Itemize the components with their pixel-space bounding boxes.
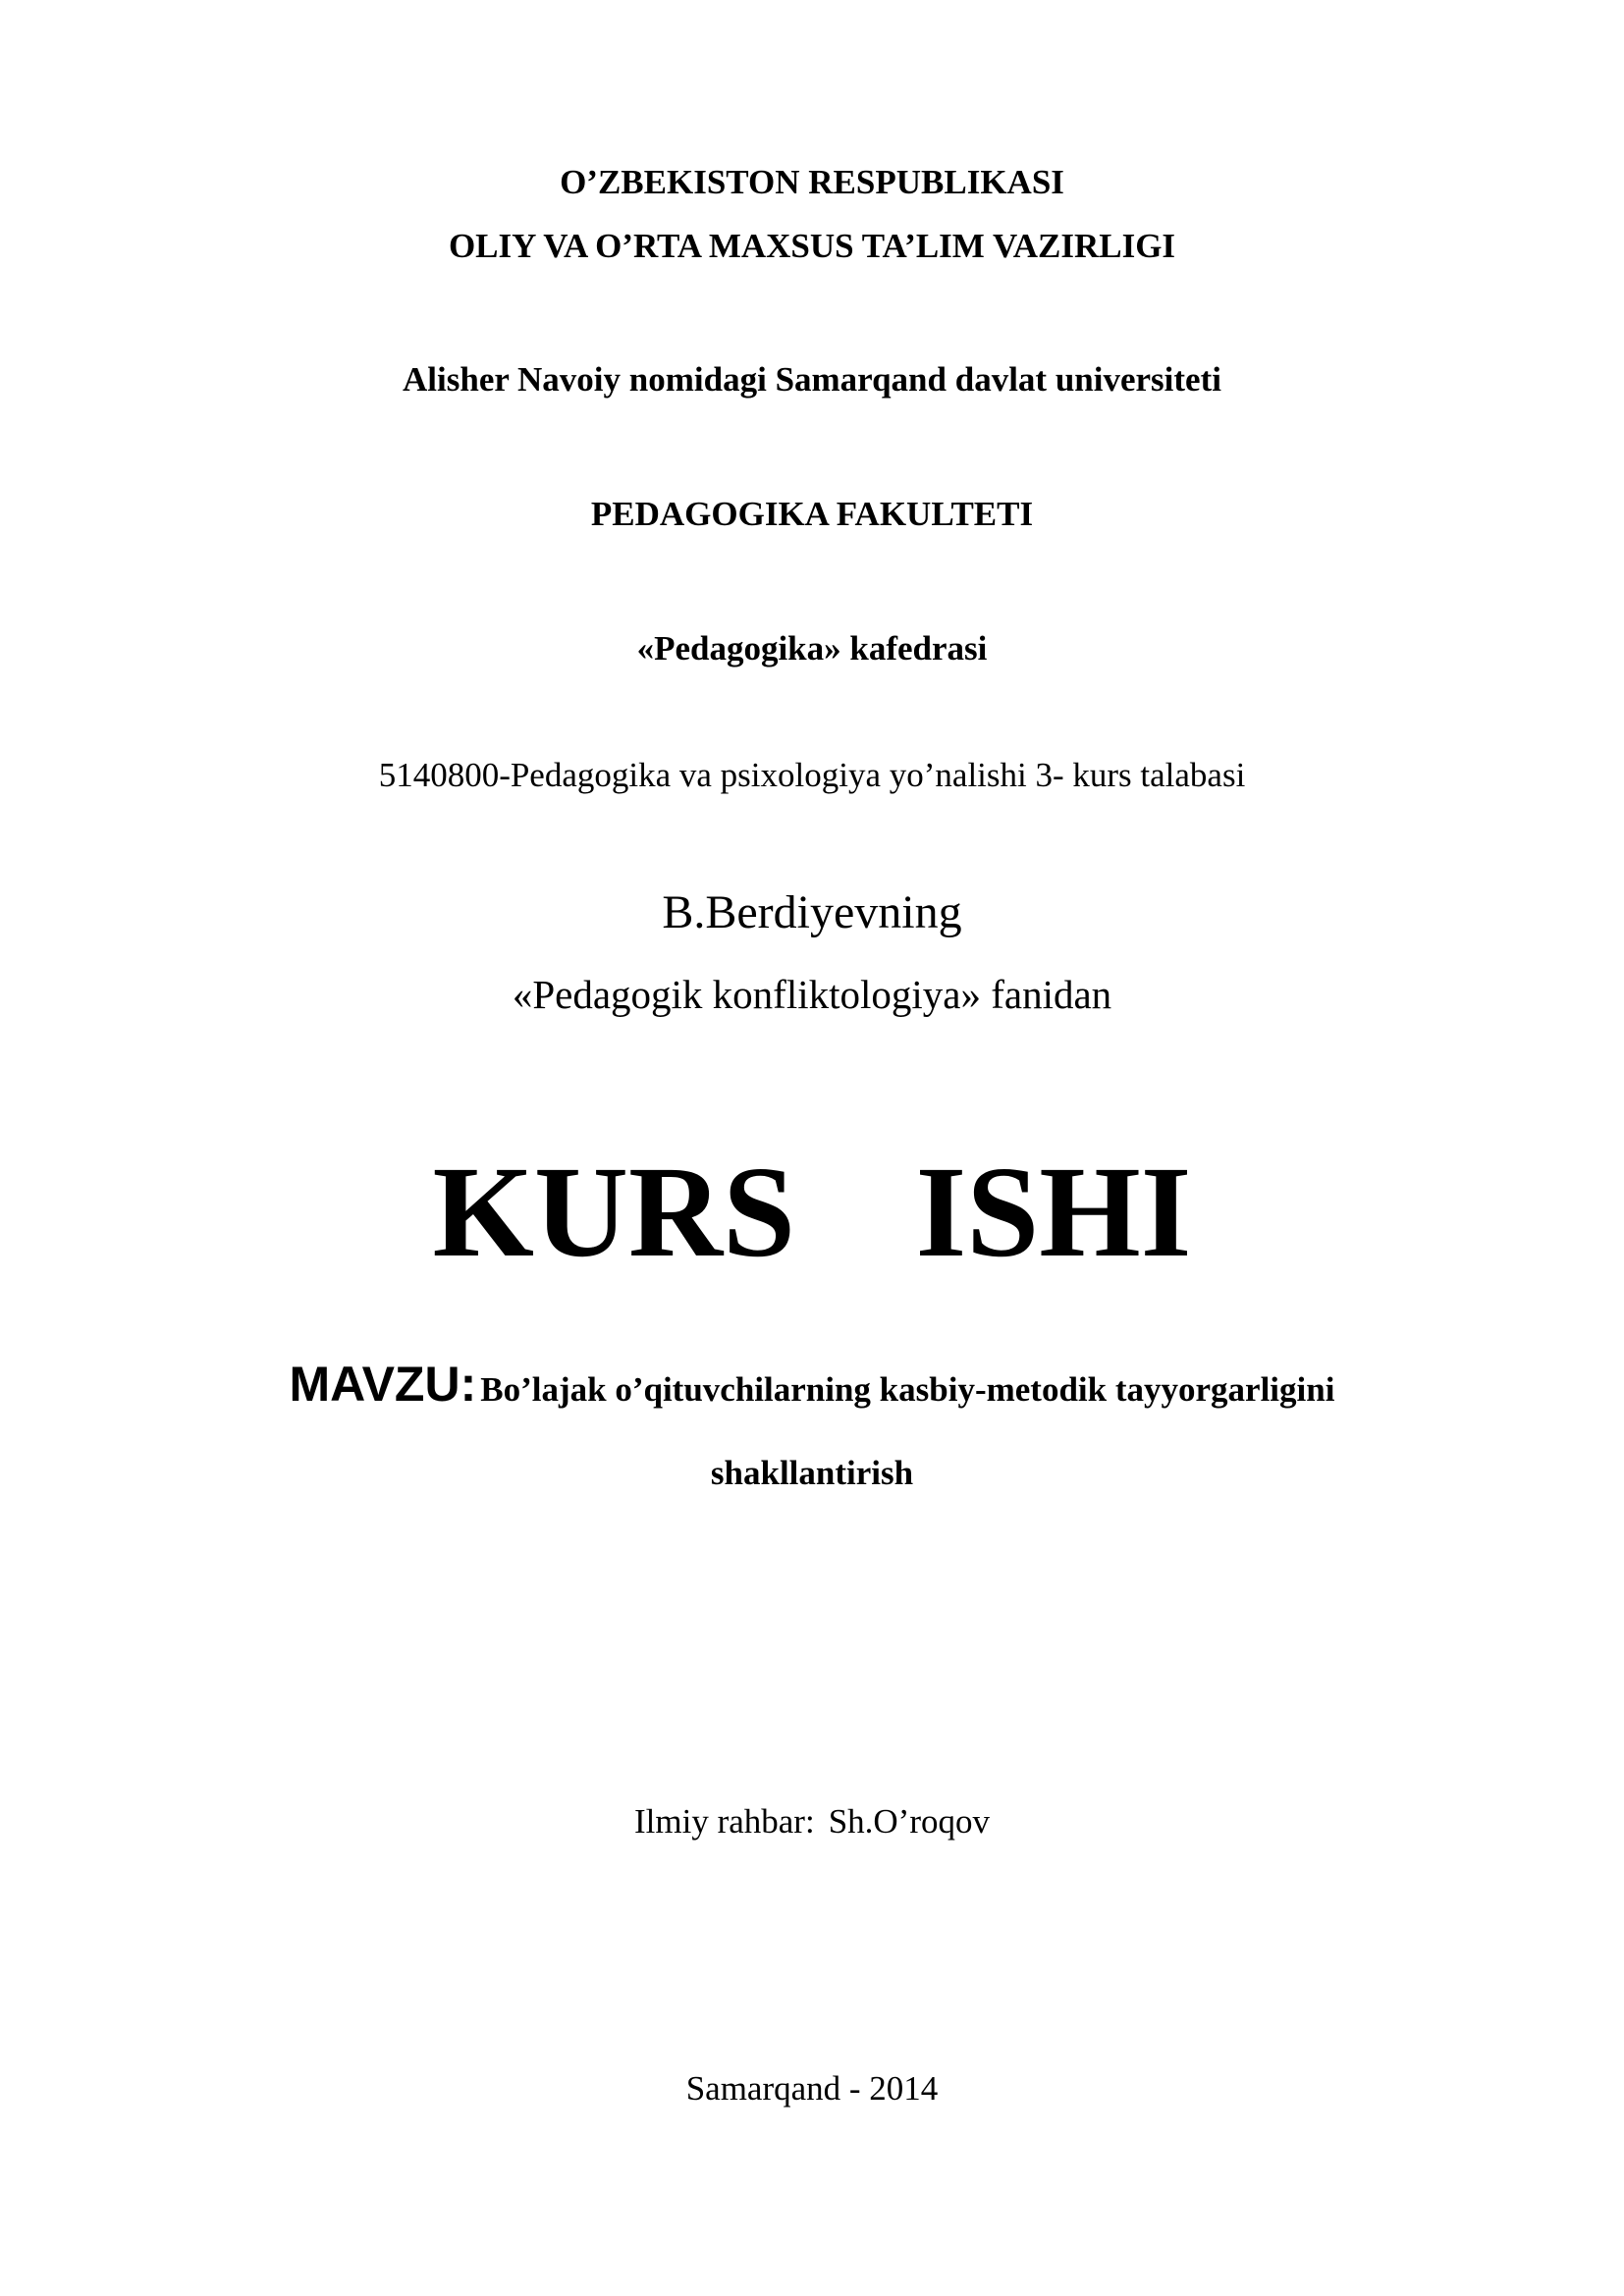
place-year: Samarqand - 2014 [685, 2069, 939, 2108]
student-direction: 5140800-Pedagogika va psixologiya yo’nalishi 3- kurs talabasi [378, 756, 1246, 794]
supervisor [0, 1804, 1624, 1839]
topic-text: Bo’lajak o’qituvchilarning kasbiy-metodik tayyorgarligini [480, 1370, 1335, 1409]
ministry-name: OLIY VA O’RTA MAXSUS TA’LIM VAZIRLIGI [448, 227, 1176, 265]
country-name: O’ZBEKISTON RESPUBLIKASI [560, 163, 1064, 201]
supervisor-label: Ilmiy rahbar: [634, 1802, 815, 1841]
student-name: B.Berdiyevning [662, 886, 962, 938]
subject-name: «Pedagogik konfliktologiya» fanidan [512, 972, 1112, 1017]
topic-label: MAVZU: [289, 1357, 477, 1412]
supervisor-name: Sh.O’roqov [828, 1802, 990, 1841]
document-title: KURS ISHI [432, 1139, 1192, 1284]
faculty-name: PEDAGOGIKA FAKULTETI [590, 495, 1034, 533]
university-name: Alisher Navoiy nomidagi Samarqand davlat universiteti [403, 360, 1221, 399]
topic-line-1 [0, 1357, 1624, 1412]
topic-line-2: shakllantirish [710, 1454, 914, 1492]
department-name: «Pedagogika» kafedrasi [636, 629, 988, 667]
